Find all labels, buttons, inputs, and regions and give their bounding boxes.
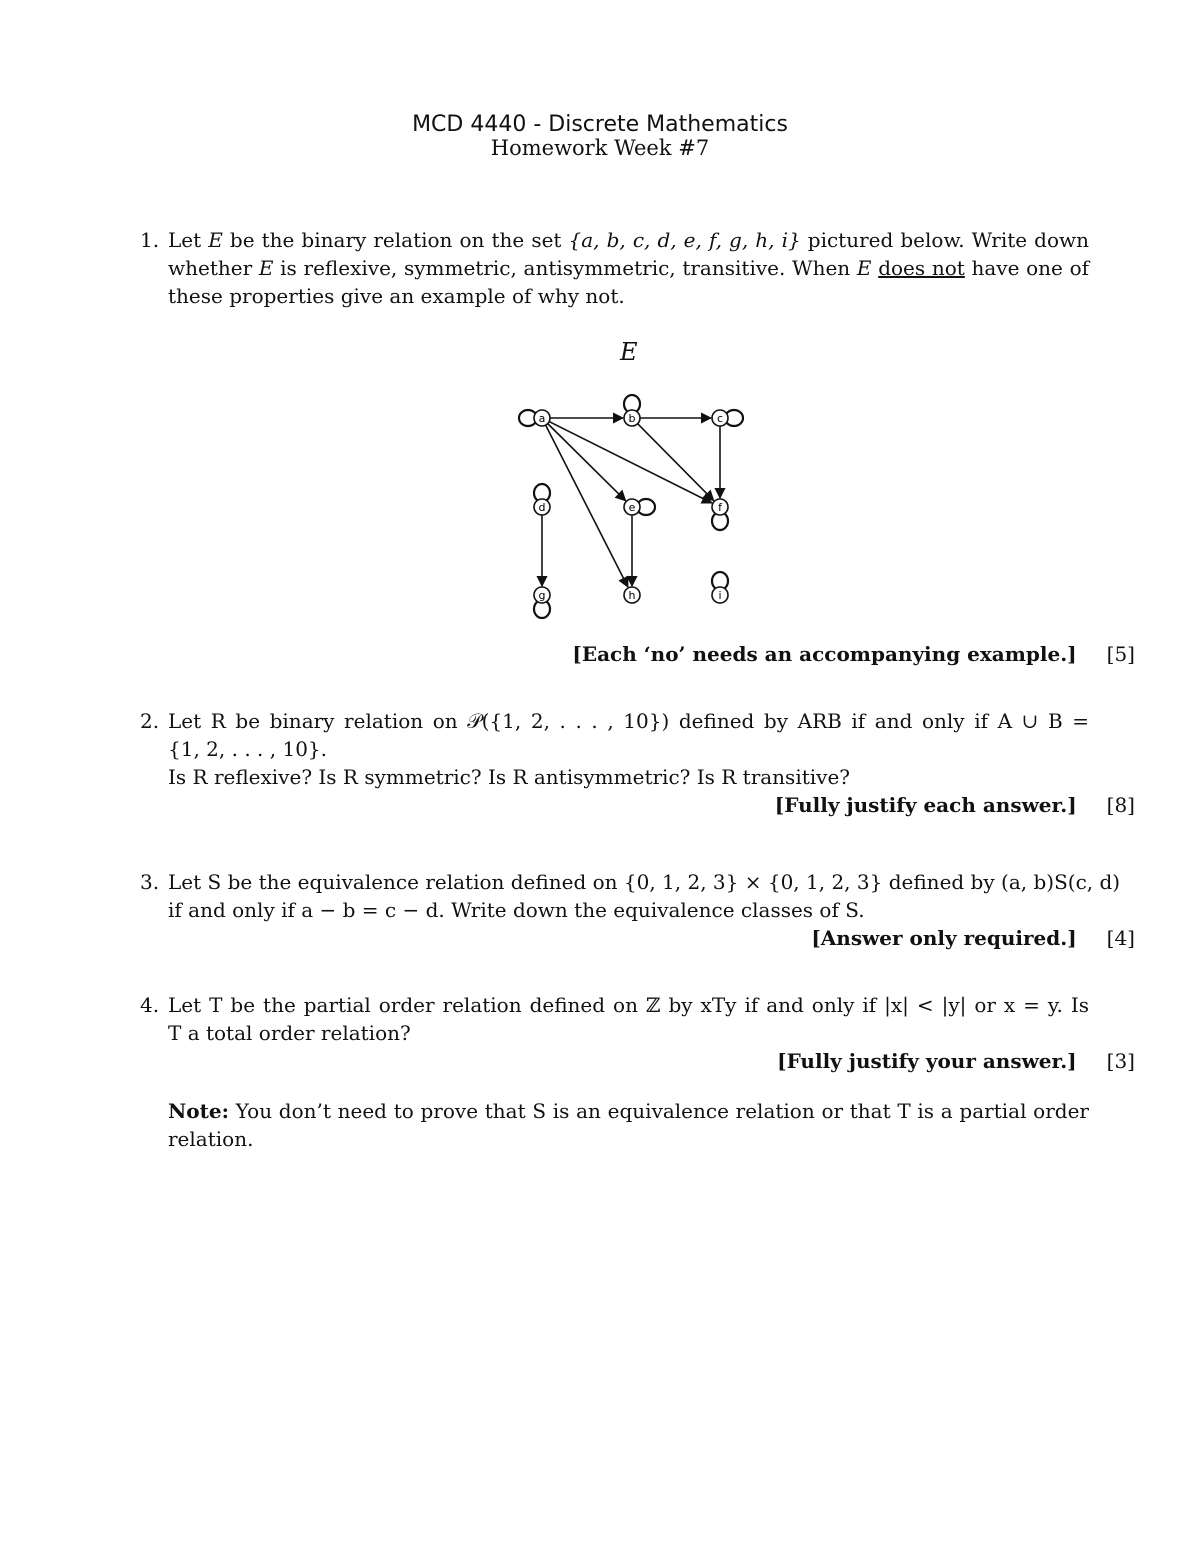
question-2-line-1: Let R be binary relation on 𝒫({1, 2, . . . , 10}) defined by ARB if and only if A ∪ B = <box>168 709 1089 733</box>
question-2-marks: [8] <box>1106 793 1135 817</box>
question-4-marks: [3] <box>1106 1049 1135 1073</box>
edge-b-f <box>638 424 714 501</box>
does-not-underlined: does not <box>878 256 965 280</box>
edge-a-e <box>548 424 626 501</box>
node-label-b: b <box>628 412 636 425</box>
question-3-marks: [4] <box>1106 926 1135 950</box>
question-3-line-2: if and only if a − b = c − d. Write down the equivalence classes of S. <box>168 898 865 922</box>
node-i <box>712 587 728 603</box>
course-title: MCD 4440 - Discrete Mathematics <box>412 112 788 137</box>
note-line-2: relation. <box>168 1127 254 1151</box>
graph-title: E <box>620 338 638 366</box>
node-set: {a, b, c, d, e, f, g, h, i} <box>568 228 801 252</box>
question-1-marks: [5] <box>1106 642 1135 666</box>
edge-a-f <box>549 422 712 503</box>
question-2-number: 2. <box>140 709 160 733</box>
question-1-number: 1. <box>140 228 160 252</box>
node-h <box>624 587 640 603</box>
question-4-instruction: [Fully justify your answer.] [3] <box>777 1049 1135 1073</box>
node-e <box>624 499 640 515</box>
node-label-e: e <box>628 501 636 514</box>
question-3-instruction: [Answer only required.] [4] <box>811 926 1135 950</box>
question-1-instruction: [Each ‘no’ needs an accompanying example.] [5] <box>572 642 1135 666</box>
question-4-number: 4. <box>140 993 160 1017</box>
homework-title: Homework Week #7 <box>490 136 710 160</box>
node-d <box>534 499 550 515</box>
node-a <box>534 410 550 426</box>
note-line-1: Note: You don’t need to prove that S is an equivalence relation or that T is a partial order <box>168 1099 1089 1123</box>
question-3-number: 3. <box>140 870 160 894</box>
question-4-line-2: T a total order relation? <box>168 1021 411 1045</box>
node-label-f: f <box>718 501 722 514</box>
relation-graph <box>500 335 780 635</box>
question-2-instruction: [Fully justify each answer.] [8] <box>774 793 1135 817</box>
note-label: Note: <box>168 1099 229 1123</box>
node-label-c: c <box>716 412 724 425</box>
edge-a-h <box>546 425 628 587</box>
node-b <box>624 410 640 426</box>
node-g <box>534 587 550 603</box>
node-c <box>712 410 728 426</box>
question-2-line-3: Is R reflexive? Is R symmetric? Is R antisymmetric? Is R transitive? <box>168 765 851 789</box>
question-1-line-1: Let E be the binary relation on the set {a, b, c, d, e, f, g, h, i} pictured below. Write down <box>168 228 1090 252</box>
question-2-line-2: {1, 2, . . . , 10}. <box>168 737 327 761</box>
node-label-a: a <box>538 412 546 425</box>
question-4-line-1: Let T be the partial order relation defined on ℤ by xTy if and only if |x| < |y| or x = y. Is <box>168 993 1089 1017</box>
node-label-i: i <box>718 589 722 602</box>
node-label-h: h <box>628 589 636 602</box>
node-label-d: d <box>538 501 546 514</box>
question-3-line-1: Let S be the equivalence relation defined on {0, 1, 2, 3} × {0, 1, 2, 3} defined by (a, b)S(c, d) <box>168 870 1121 894</box>
question-1-line-2: whether E is reflexive, symmetric, antisymmetric, transitive. When E does not have one of <box>168 256 1090 280</box>
question-1-line-3: these properties give an example of why not. <box>168 284 625 308</box>
node-label-g: g <box>538 589 546 602</box>
node-f <box>712 499 728 515</box>
